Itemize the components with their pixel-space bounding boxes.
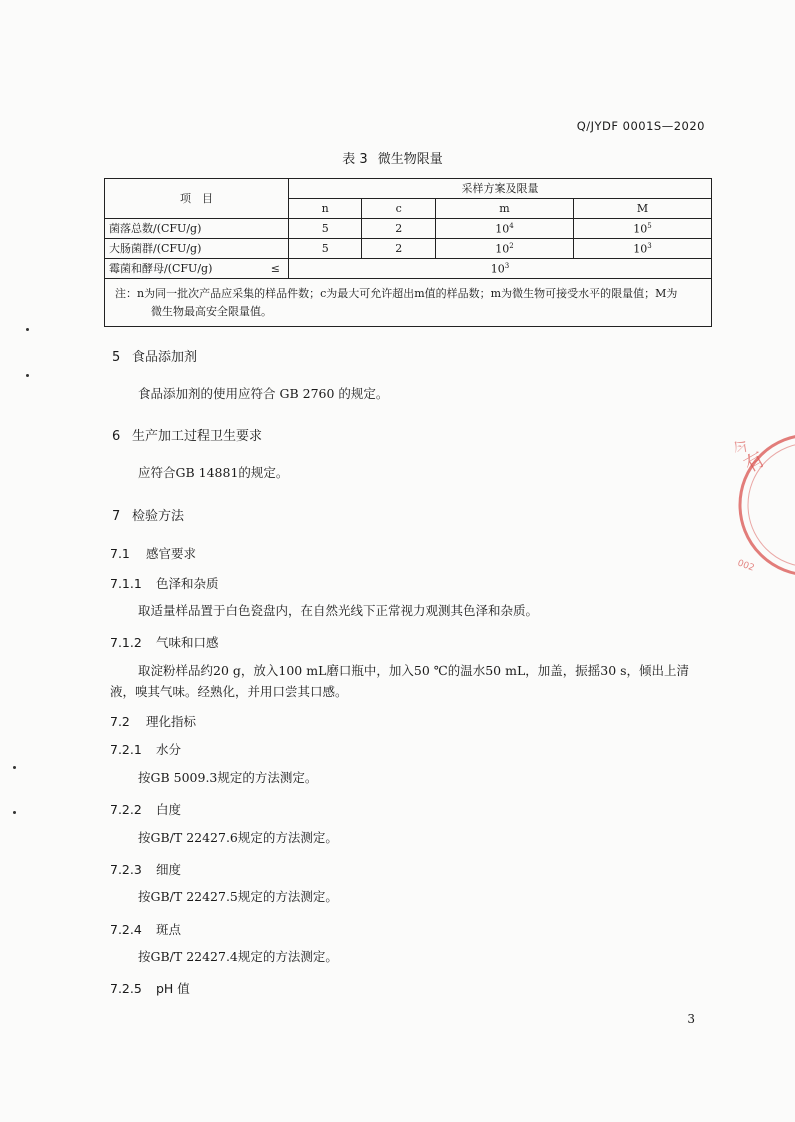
row-M: $10^3$ — [573, 239, 711, 259]
subheader-M: M — [573, 199, 711, 219]
microbial-limits-table — [104, 178, 712, 327]
section-7-2-2-text: 按GB/T 22427.6规定的方法测定。 — [138, 830, 338, 845]
header-sampling-plan: 采样方案及限量 — [288, 179, 711, 199]
table-note — [105, 279, 712, 327]
subheader-c: c — [362, 199, 435, 219]
row-m: $10^2$ — [435, 239, 573, 259]
section-7-1-2-text: 取淀粉样品约20 g，放入100 mL磨口瓶中，加入50 ℃的温水50 mL，加盖，振摇30 s，倾出上清液，嗅其气味。经熟化，并用口尝其口感。 — [110, 663, 690, 699]
section-6-text: 应符合GB 14881的规定。 — [138, 465, 289, 480]
section-7-heading: 7 检验方法 — [112, 509, 185, 524]
section-5-text: 食品添加剂的使用应符合 GB 2760 的规定。 — [138, 386, 389, 401]
table-row — [105, 219, 712, 239]
section-7-2-5-heading: 7.2.5 pH 值 — [110, 981, 190, 996]
section-7-1-1-heading: 7.1.1 色泽和杂质 — [110, 576, 219, 591]
section-7-1-2-heading: 7.1.2 气味和口感 — [110, 635, 219, 650]
margin-mark — [26, 328, 29, 331]
margin-mark — [13, 811, 16, 814]
section-7-2-4-heading: 7.2.4 斑点 — [110, 922, 182, 937]
section-6-heading: 6 生产加工过程卫生要求 — [112, 429, 263, 444]
table-name: 微生物限量 — [377, 152, 443, 167]
row-n: 5 — [288, 239, 361, 259]
svg-text:今: 今 — [728, 435, 754, 460]
svg-text:有: 有 — [739, 446, 769, 478]
row-item: 大肠菌群/(CFU/g) — [105, 239, 289, 259]
table-title — [0, 148, 795, 167]
subheader-n: n — [288, 199, 361, 219]
row-item: 霉菌和酵母/(CFU/g) ≤ — [105, 259, 289, 279]
section-7-2-3-text: 按GB/T 22427.5规定的方法测定。 — [138, 889, 338, 904]
svg-text:002: 002 — [735, 558, 756, 574]
subheader-m: m — [435, 199, 573, 219]
section-7-2-heading: 7.2 理化指标 — [110, 714, 197, 729]
note-line-1: 注：n为同一批次产品应采集的样品件数；c为最大可允许超出m值的样品数；m为微生物可接受水平的限量值；M为 — [115, 287, 678, 300]
row-c: 2 — [362, 219, 435, 239]
section-7-2-4-text: 按GB/T 22427.4规定的方法测定。 — [138, 949, 338, 964]
table-label: 表 3 — [342, 152, 368, 167]
margin-mark — [26, 374, 29, 377]
less-equal-symbol: ≤ — [270, 262, 280, 275]
header-item: 项 目 — [105, 179, 289, 219]
row-c: 2 — [362, 239, 435, 259]
row-yeast-limit: $10^3$ — [288, 259, 711, 279]
section-7-2-3-heading: 7.2.3 细度 — [110, 862, 182, 877]
section-7-1-heading: 7.1 感官要求 — [110, 546, 197, 561]
section-5-heading: 5 食品添加剂 — [112, 350, 198, 365]
section-7-2-2-heading: 7.2.2 白度 — [110, 802, 182, 817]
section-7-1-1-text: 取适量样品置于白色瓷盘内，在自然光线下正常视力观测其色泽和杂质。 — [138, 603, 539, 618]
company-seal — [725, 425, 795, 585]
table-row-yeast — [105, 259, 712, 279]
row-M: $10^5$ — [573, 219, 711, 239]
page-number: 3 — [687, 1012, 695, 1026]
row-m: $10^4$ — [435, 219, 573, 239]
table-header-row — [105, 179, 712, 199]
section-7-2-1-text: 按GB 5009.3规定的方法测定。 — [138, 770, 318, 785]
row-item: 菌落总数/(CFU/g) — [105, 219, 289, 239]
table-row — [105, 239, 712, 259]
note-line-2: 微生物最高安全限量值。 — [151, 304, 272, 318]
row-n: 5 — [288, 219, 361, 239]
section-7-2-1-heading: 7.2.1 水分 — [110, 742, 182, 757]
margin-mark — [13, 766, 16, 769]
document-code: Q/JYDF 0001S—2020 — [576, 119, 705, 133]
table-note-row — [105, 279, 712, 327]
